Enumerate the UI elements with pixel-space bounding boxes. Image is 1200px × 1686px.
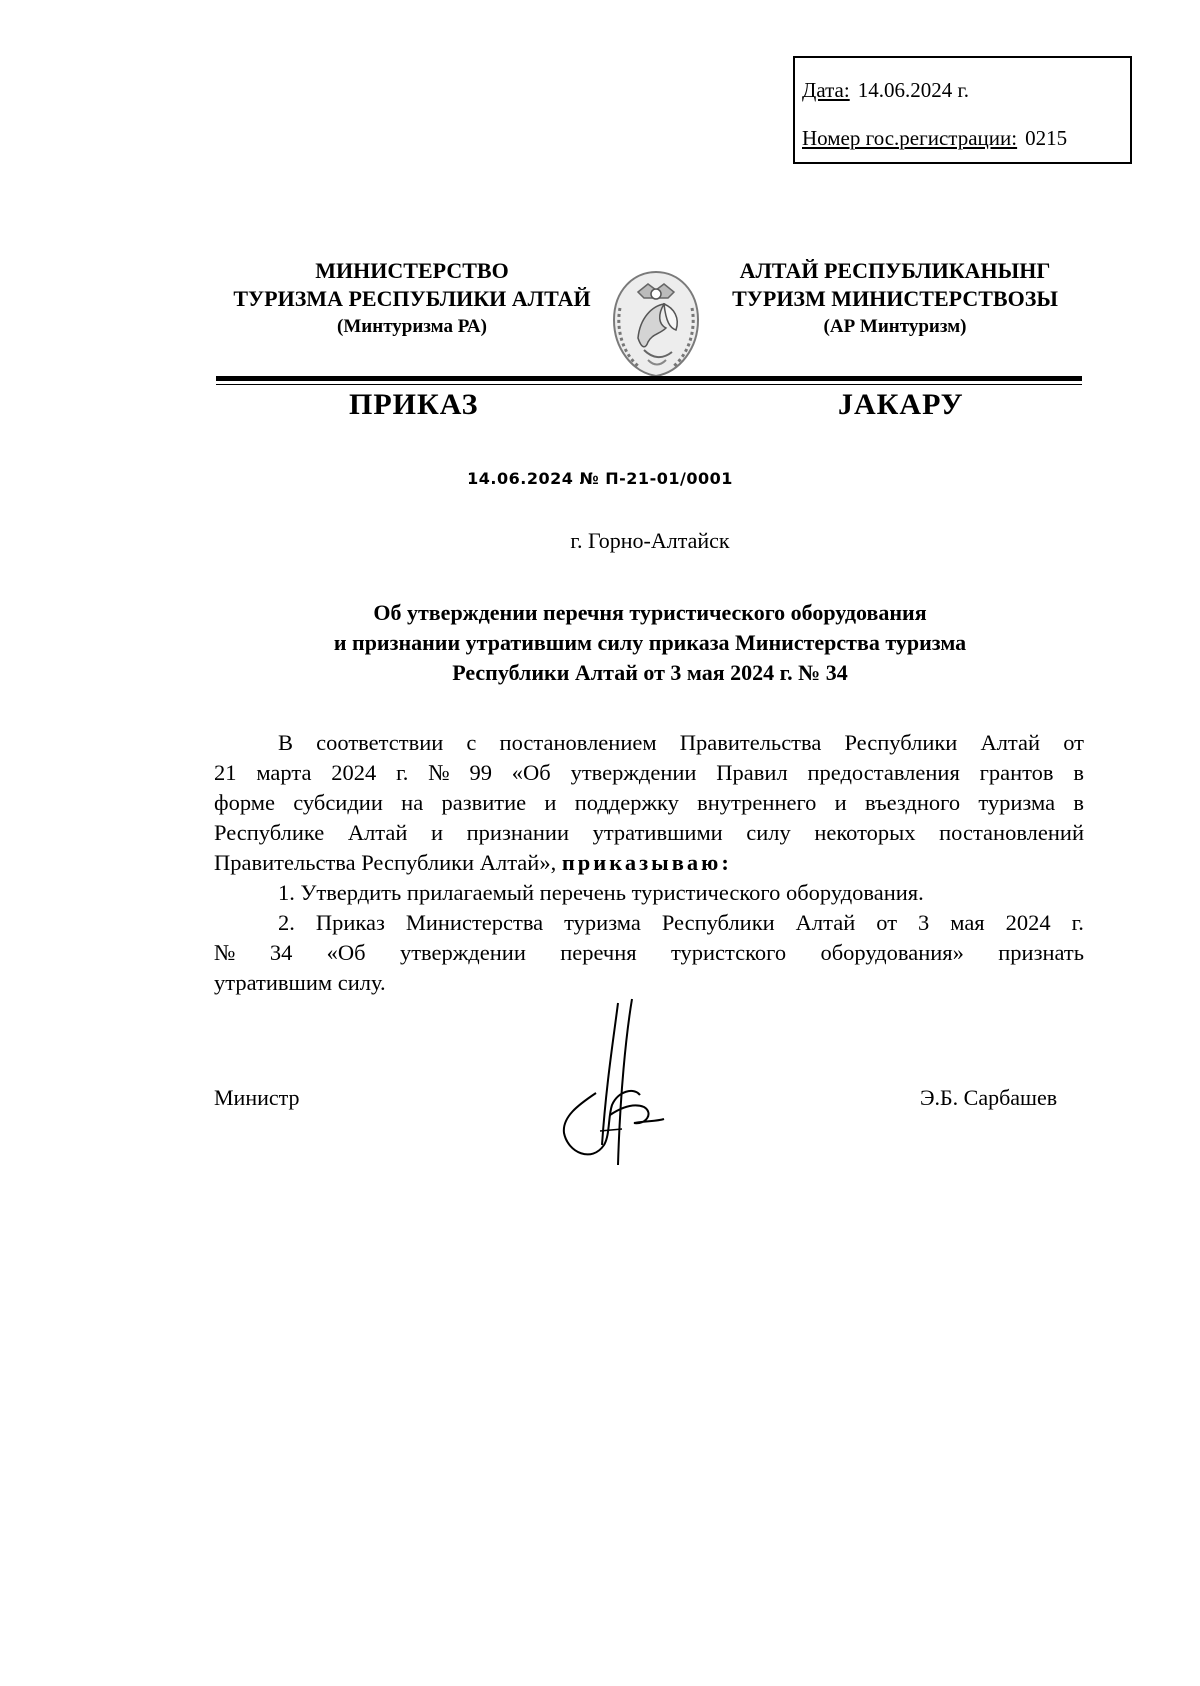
word: Алтай bbox=[347, 820, 408, 845]
ministry-ru-line2: ТУРИЗМА РЕСПУБЛИКИ АЛТАЙ bbox=[233, 286, 591, 311]
word: г. bbox=[1071, 910, 1084, 935]
ministry-ru-line1: МИНИСТЕРСТВО bbox=[315, 258, 509, 283]
body-line bbox=[214, 758, 1084, 788]
title-line: Об утверждении перечня туристического оборудования bbox=[373, 600, 927, 625]
registration-date-row bbox=[802, 80, 969, 101]
word: поддержку bbox=[574, 790, 679, 815]
body-text: Правительства Республики Алтай», bbox=[214, 850, 557, 875]
registration-number-row bbox=[802, 128, 1067, 149]
body-line bbox=[214, 848, 1084, 878]
word: грантов bbox=[979, 760, 1054, 785]
title-line: и признании утратившим силу приказа Министерства туризма bbox=[333, 630, 967, 655]
word: перечня bbox=[560, 940, 637, 965]
word: Приказ bbox=[315, 910, 385, 935]
document-body bbox=[214, 728, 1084, 998]
word: форме bbox=[214, 790, 275, 815]
document-number: 14.06.2024 № П-21-01/0001 bbox=[467, 469, 733, 488]
word: Алтай bbox=[795, 910, 856, 935]
word: марта bbox=[256, 760, 312, 785]
word: некоторых bbox=[814, 820, 916, 845]
word: и bbox=[834, 790, 847, 815]
title-line: Республики Алтай от 3 мая 2024 г. № 34 bbox=[452, 660, 848, 685]
word: № bbox=[214, 940, 236, 965]
registration-box bbox=[793, 56, 1132, 164]
coat-of-arms-emblem-icon bbox=[608, 268, 704, 380]
doctype-russian: ПРИКАЗ bbox=[349, 388, 479, 421]
word: въездного bbox=[864, 790, 961, 815]
list-item-text: 1. Утвердить прилагаемый перечень туристического оборудования. bbox=[278, 880, 924, 905]
ministry-alt-short: (АР Минтуризм) bbox=[823, 316, 967, 337]
word: «Об bbox=[511, 760, 551, 785]
header-divider-thin bbox=[216, 384, 1082, 385]
date-value: 14.06.2024 г. bbox=[857, 78, 969, 102]
word: в bbox=[1073, 760, 1084, 785]
ministry-name-russian bbox=[222, 257, 602, 341]
word: утратившими bbox=[592, 820, 723, 845]
handwritten-signature-icon bbox=[548, 995, 678, 1175]
city-line: г. Горно-Алтайск bbox=[570, 528, 730, 553]
word: и bbox=[544, 790, 557, 815]
word: внутреннего bbox=[697, 790, 817, 815]
word: силу bbox=[746, 820, 791, 845]
signatory-title: Министр bbox=[214, 1085, 300, 1110]
word: мая bbox=[950, 910, 985, 935]
word: 3 bbox=[918, 910, 930, 935]
ministry-name-altai bbox=[725, 257, 1065, 341]
word: 21 bbox=[214, 760, 237, 785]
order-word: приказываю: bbox=[561, 850, 732, 875]
word: Алтай bbox=[980, 730, 1041, 755]
document-title bbox=[220, 598, 1080, 688]
word: признании bbox=[466, 820, 569, 845]
word: 2024 bbox=[1005, 910, 1051, 935]
word: утверждении bbox=[399, 940, 526, 965]
regnum-label: Номер гос.регистрации: bbox=[802, 126, 1018, 150]
word: предоставления bbox=[807, 760, 960, 785]
regnum-value: 0215 bbox=[1025, 126, 1068, 150]
word: № bbox=[428, 760, 450, 785]
word: развитие bbox=[441, 790, 527, 815]
header-divider-thick bbox=[216, 376, 1082, 381]
word: Республики bbox=[844, 730, 958, 755]
word: оборудования» bbox=[820, 940, 964, 965]
list-item bbox=[214, 878, 1084, 908]
word: постановлением bbox=[499, 730, 657, 755]
word: и bbox=[431, 820, 444, 845]
body-text: утратившим силу. bbox=[214, 970, 386, 995]
word: Республики bbox=[661, 910, 775, 935]
word: г. bbox=[396, 760, 409, 785]
body-line bbox=[214, 728, 1084, 758]
word: 2. bbox=[278, 910, 295, 935]
word: субсидии bbox=[293, 790, 383, 815]
word: Правил bbox=[716, 760, 788, 785]
word: соответствии bbox=[316, 730, 444, 755]
body-line bbox=[214, 938, 1084, 968]
body-line bbox=[214, 818, 1084, 848]
body-line bbox=[214, 968, 1084, 998]
ministry-ru-short: (Минтуризма РА) bbox=[337, 316, 487, 337]
word: 2024 bbox=[331, 760, 377, 785]
word: Правительства bbox=[679, 730, 822, 755]
word: Республике bbox=[214, 820, 325, 845]
word: от bbox=[876, 910, 898, 935]
doctype-altai: JАКАРУ bbox=[838, 388, 964, 421]
word: туристского bbox=[670, 940, 787, 965]
word: 99 bbox=[469, 760, 492, 785]
ministry-alt-line2: ТУРИЗМ МИНИСТЕРСТВОЗЫ bbox=[732, 286, 1058, 311]
word: признать bbox=[998, 940, 1084, 965]
word: на bbox=[401, 790, 424, 815]
word: постановлений bbox=[939, 820, 1084, 845]
signatory-name: Э.Б. Сарбашев bbox=[920, 1085, 1058, 1110]
word: 34 bbox=[269, 940, 293, 965]
word: с bbox=[466, 730, 477, 755]
list-item bbox=[214, 908, 1084, 938]
word: туризма bbox=[564, 910, 641, 935]
word: «Об bbox=[326, 940, 366, 965]
word: в bbox=[1073, 790, 1084, 815]
word: утверждении bbox=[570, 760, 697, 785]
word: В bbox=[278, 730, 294, 755]
date-label: Дата: bbox=[802, 78, 850, 102]
ministry-alt-line1: АЛТАЙ РЕСПУБЛИКАНЫНГ bbox=[739, 258, 1051, 283]
word: Министерства bbox=[405, 910, 544, 935]
word: туризма bbox=[978, 790, 1056, 815]
word: от bbox=[1063, 730, 1084, 755]
body-line bbox=[214, 788, 1084, 818]
